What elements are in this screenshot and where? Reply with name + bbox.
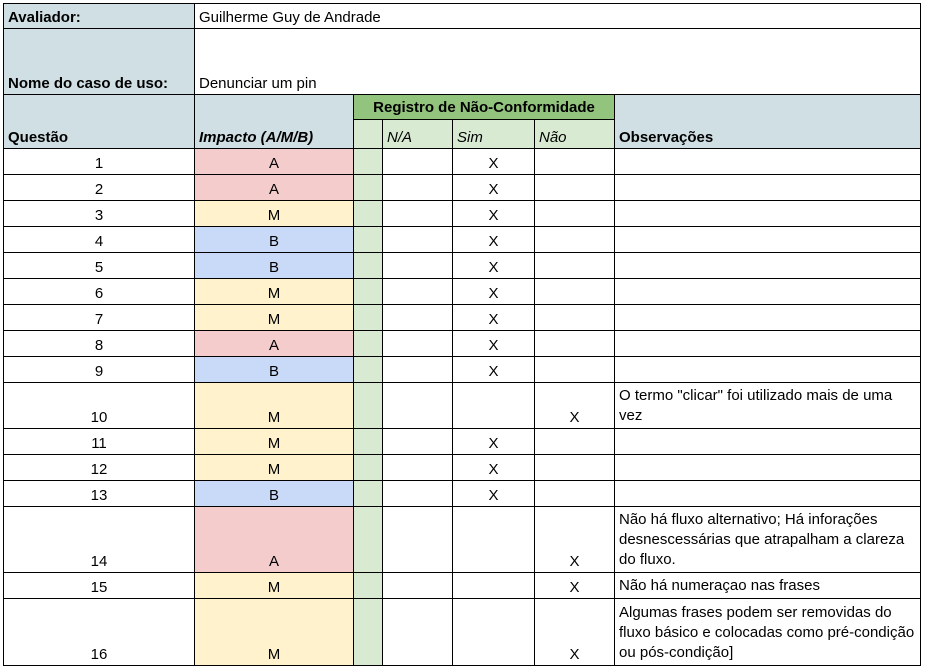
green-spacer-cell[interactable] [354,227,383,252]
green-spacer-cell[interactable] [354,175,383,200]
green-spacer-cell[interactable] [354,279,383,304]
nao-cell[interactable] [535,455,615,480]
impact-cell[interactable]: M [195,455,354,480]
observation-cell[interactable] [615,305,921,330]
question-number-cell[interactable]: 10 [3,383,195,428]
sim-cell[interactable]: X [453,357,535,382]
green-spacer-cell[interactable] [354,357,383,382]
impact-cell[interactable]: A [195,331,354,356]
nao-cell[interactable]: X [535,573,615,598]
table-row [3,253,921,279]
table-row [3,507,921,573]
header-nao[interactable]: Não [535,120,615,148]
question-number-cell[interactable]: 1 [3,149,195,174]
na-cell[interactable] [383,429,453,454]
na-cell[interactable] [383,201,453,226]
table-row [3,331,921,357]
table-row [3,455,921,481]
avaliador-row [3,3,921,29]
na-cell[interactable] [383,279,453,304]
sim-cell[interactable]: X [453,305,535,330]
table-row [3,201,921,227]
question-number-cell[interactable]: 2 [3,175,195,200]
table-row [3,383,921,429]
sim-cell[interactable]: X [453,481,535,506]
table-header-row [3,95,921,149]
observation-cell[interactable] [615,331,921,356]
evaluation-sheet [3,3,921,666]
na-cell[interactable] [383,253,453,278]
table-body [3,149,921,666]
green-spacer-cell[interactable] [354,481,383,506]
impact-cell[interactable]: M [195,305,354,330]
table-row [3,279,921,305]
question-number-cell[interactable]: 13 [3,481,195,506]
use-case-label[interactable]: Nome do caso de uso: [3,29,195,94]
question-number-cell[interactable]: 8 [3,331,195,356]
green-spacer-cell[interactable] [354,383,383,428]
na-cell[interactable] [383,357,453,382]
impact-cell[interactable]: M [195,429,354,454]
avaliador-value[interactable]: Guilherme Guy de Andrade [195,4,921,28]
na-cell[interactable] [383,573,453,598]
use-case-row [3,29,921,95]
green-spacer-cell[interactable] [354,429,383,454]
question-number-cell[interactable]: 6 [3,279,195,304]
nao-cell[interactable] [535,357,615,382]
observation-cell[interactable] [615,227,921,252]
sim-cell[interactable] [453,599,535,665]
header-na[interactable]: N/A [383,120,453,148]
header-observacoes[interactable]: Observações [615,95,921,148]
impact-cell[interactable]: B [195,227,354,252]
observation-cell[interactable] [615,599,921,665]
table-row [3,227,921,253]
observation-text: O termo "clicar" foi utilizado mais de uma vez [619,387,893,424]
header-questao[interactable]: Questão [3,95,195,148]
sim-cell[interactable] [453,573,535,598]
question-number-cell[interactable]: 14 [3,507,195,572]
sim-cell[interactable]: X [453,253,535,278]
impact-cell[interactable]: B [195,253,354,278]
nao-cell[interactable] [535,331,615,356]
nao-cell[interactable] [535,175,615,200]
header-green-spacer [354,120,383,148]
question-number-cell[interactable]: 15 [3,573,195,598]
question-number-cell[interactable]: 9 [3,357,195,382]
question-number-cell[interactable]: 7 [3,305,195,330]
na-cell[interactable] [383,507,453,572]
table-row [3,573,921,599]
use-case-value[interactable]: Denunciar um pin [195,29,921,94]
impact-cell[interactable]: A [195,175,354,200]
impact-cell[interactable]: M [195,279,354,304]
observation-cell[interactable] [615,455,921,480]
impact-cell[interactable]: A [195,507,354,572]
green-spacer-cell[interactable] [354,455,383,480]
green-spacer-cell[interactable] [354,331,383,356]
sim-cell[interactable]: X [453,227,535,252]
header-impacto[interactable]: Impacto (A/M/B) [195,95,354,148]
nao-cell[interactable] [535,253,615,278]
observation-text: Algumas frases podem ser removidas do fluxo básico e colocadas como pré-condição ou pós-condição] [619,604,915,661]
green-spacer-cell[interactable] [354,507,383,572]
table-row [3,149,921,175]
avaliador-label[interactable]: Avaliador: [3,4,195,28]
observation-cell[interactable] [615,507,921,572]
green-spacer-cell[interactable] [354,573,383,598]
impact-cell[interactable]: B [195,481,354,506]
nao-cell[interactable]: X [535,383,615,428]
question-number-cell[interactable]: 4 [3,227,195,252]
question-number-cell[interactable]: 16 [3,599,195,665]
header-sim[interactable]: Sim [453,120,535,148]
header-registro-nao-conformidade[interactable]: Registro de Não-Conformidade [354,95,615,120]
observation-cell[interactable] [615,175,921,200]
green-spacer-cell[interactable] [354,599,383,665]
na-cell[interactable] [383,227,453,252]
na-cell[interactable] [383,599,453,665]
na-cell[interactable] [383,175,453,200]
nao-cell[interactable] [535,149,615,174]
sim-cell[interactable]: X [453,149,535,174]
nao-cell[interactable]: X [535,599,615,665]
observation-cell[interactable] [615,149,921,174]
impact-cell[interactable]: M [195,599,354,665]
table-row [3,305,921,331]
green-spacer-cell[interactable] [354,253,383,278]
question-number-cell[interactable]: 12 [3,455,195,480]
question-number-cell[interactable]: 11 [3,429,195,454]
impact-cell[interactable]: M [195,573,354,598]
na-cell[interactable] [383,481,453,506]
sim-cell[interactable] [453,507,535,572]
nao-cell[interactable] [535,305,615,330]
na-cell[interactable] [383,383,453,428]
nao-cell[interactable] [535,429,615,454]
observation-text: Não há numeraçao nas frases [619,577,820,594]
sim-cell[interactable]: X [453,201,535,226]
nao-cell[interactable] [535,201,615,226]
sim-cell[interactable]: X [453,279,535,304]
observation-cell[interactable] [615,279,921,304]
table-row [3,357,921,383]
na-cell[interactable] [383,149,453,174]
na-cell[interactable] [383,455,453,480]
sim-cell[interactable]: X [453,429,535,454]
table-row [3,429,921,455]
na-cell[interactable] [383,331,453,356]
nao-cell[interactable] [535,481,615,506]
table-row [3,481,921,507]
nao-cell[interactable]: X [535,507,615,572]
observation-cell[interactable] [615,357,921,382]
impact-cell[interactable]: M [195,201,354,226]
observation-cell[interactable] [615,201,921,226]
table-row [3,175,921,201]
sim-cell[interactable]: X [453,175,535,200]
green-spacer-cell[interactable] [354,305,383,330]
table-row [3,599,921,666]
green-spacer-cell[interactable] [354,201,383,226]
sim-cell[interactable] [453,383,535,428]
nao-cell[interactable] [535,227,615,252]
sim-cell[interactable]: X [453,455,535,480]
impact-cell[interactable]: B [195,357,354,382]
observation-cell[interactable] [615,481,921,506]
observation-cell[interactable] [615,573,921,598]
question-number-cell[interactable]: 3 [3,201,195,226]
question-number-cell[interactable]: 5 [3,253,195,278]
impact-cell[interactable]: M [195,383,354,428]
green-spacer-cell[interactable] [354,149,383,174]
observation-cell[interactable] [615,429,921,454]
na-cell[interactable] [383,305,453,330]
observation-cell[interactable] [615,253,921,278]
sim-cell[interactable]: X [453,331,535,356]
nao-cell[interactable] [535,279,615,304]
observation-text: Não há fluxo alternativo; Há inforações desnescessárias que atrapalham a clareza do fluxo. [619,511,905,568]
impact-cell[interactable]: A [195,149,354,174]
observation-cell[interactable] [615,383,921,428]
